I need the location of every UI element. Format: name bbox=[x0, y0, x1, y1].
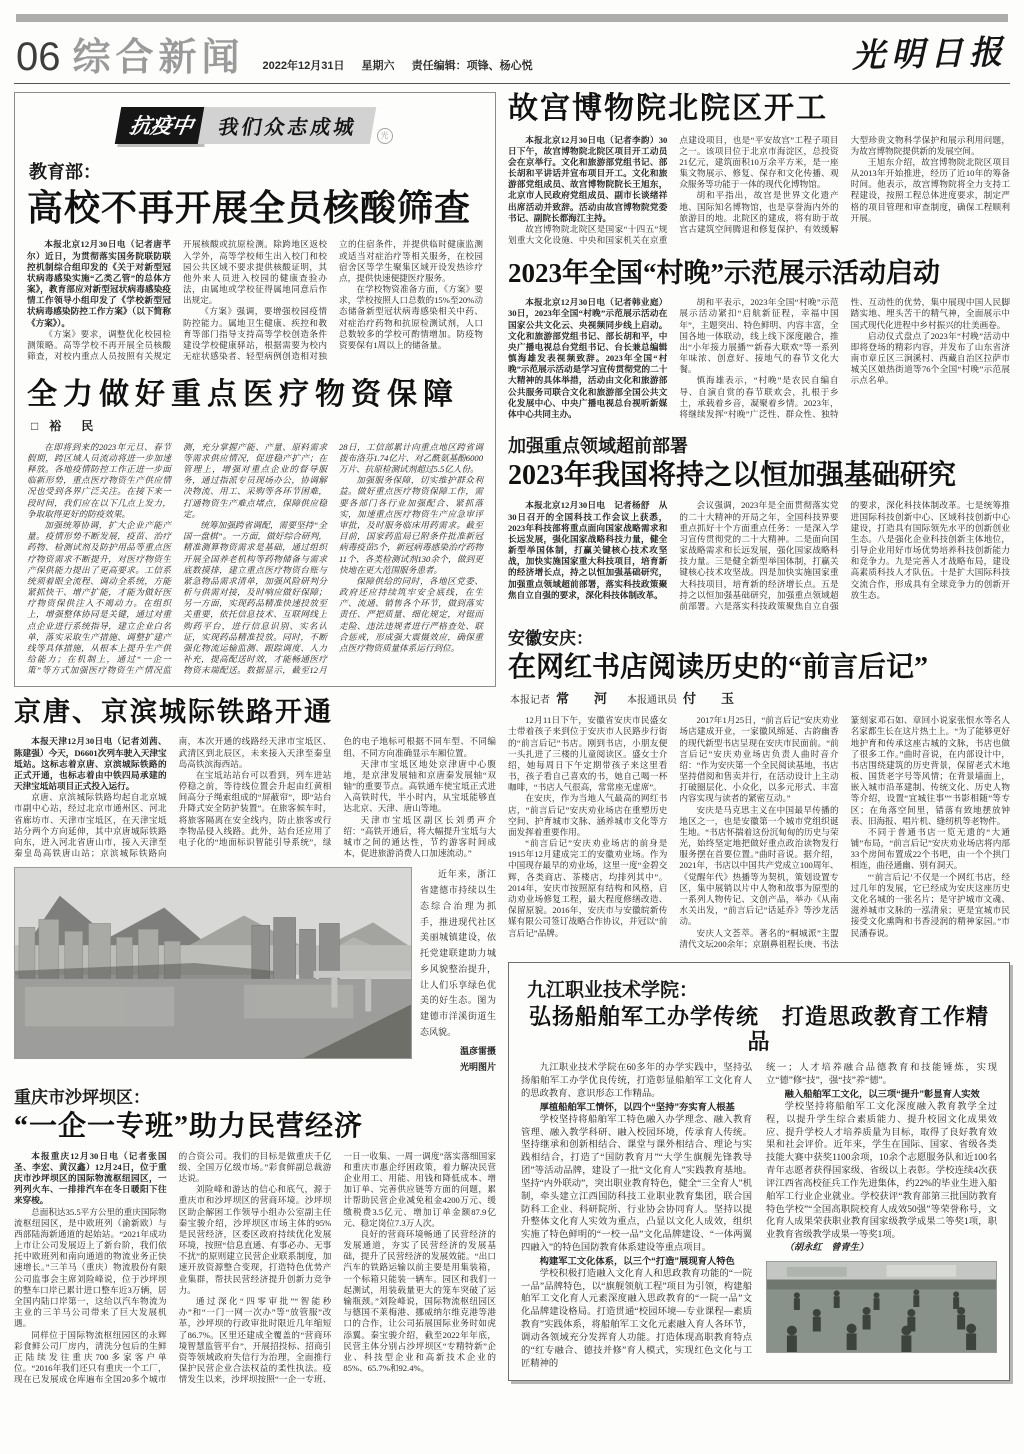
paragraph: 加强统筹协调，扩大企业产能产量。疫情形势不断发展，疫苗、治疗药物、检测试剂及防护用品等重点医疗物资需求不断提升，对医疗物资生产保供能力提出了更高要求。工信系统须着眼全流程、调动全系统，方能紧抓快干、增产扩能，才能为做好医疗物资保供注入不竭动力。在组织上，增强整体协同是关键，通过对重点企业进行系统指导，建立企业白名单，落实采取生产措施、调整扩建产线等具体措施，从根本上提升生产供给能力；在机制上，通过“一企一策”等方式加强医疗物资生产情况监测，充分掌握产能、产量、原料需求等需求供应情况，促进稳产扩产；在管理上，增强对重点企业的督导服务，通过指派专员现场办公，协调解决物流、用工、采购等各环节困难，打通物资生产难点堵点，保障供应稳定。 bbox=[27, 441, 327, 676]
paragraph: 本报北京12月30日电 记者杨舒 从30日召开的全国科技工作会议上获悉，2023年科技部将重点面向国家战略需求和长远发展，强化国家战略科技力量，健全新型举国体制，打赢关键核心技术攻坚战，加快实施国家重大科技项目，培育新的经济增长点，持之以恒加强基础研究，加强重点领域超前部署，落实科技政策聚焦自立自强的要求，深化科技体制改革。 bbox=[508, 500, 668, 600]
article-railway bbox=[14, 697, 496, 859]
article-kicker: 教育部： bbox=[29, 162, 101, 182]
paragraph: 安庆人文荟萃。著名的“桐城派”主盟清代文坛200余年；京剧鼻祖程长庚、书法篆刻家邓石如、章回小说家张恨水等名人名家都生长在这片热土上。“为了能够更好地护育和传承这座古城的文脉，书店也做了很多工作。”曲时音说，在内部设计中，书店围绕建筑的历史背景，保留老式木地板、国货老字号等风情；在背景墙面上，嵌入城市沿革建制、传统文化、历史人物等介绍，设置“宜城往事”“书影相随”等专区；在角落空间里，错落有致地摆放钟表、旧海报、唱片机、缝纫机等老物件。 bbox=[679, 715, 1010, 949]
article-body bbox=[14, 1151, 496, 1386]
article-headline: 2023年我国将持之以恒加强基础研究 bbox=[508, 460, 957, 492]
paragraph: 九江职业技术学院在60多年的办学实践中，坚持弘扬船舶军工办学优良传统，打造彰显船舶军工文化育人的思政教育、意识形态工作精品。 bbox=[521, 1063, 752, 1100]
paragraph: 刘险峰和游达的信心和底气，源于重庆市和沙坪坝区的营商环境。沙坪坝区助企解困工作领导小组办公室副主任秦宝骏介绍，沙坪坝区市场主体的95%是民营经济，区委区政府持续优化发展环境，按照“信息直通、有事必办、无事不扰”的原则建立民营企业联系制度，加速开放资源整合变现，打造特色优势产业集群，帮扶民营经济提升创新力竞争力。 bbox=[178, 1184, 332, 1295]
photo-caption: 近年来，浙江省建德市持续以生态综合治理为抓手，推进现代社区美丽城镇建设，依托党建联建助力城乡风貌整治提升，让人们乐享绿色优美的好生态。图为建德市洋溪街道生态风貌。 bbox=[420, 869, 496, 1037]
main-content bbox=[14, 84, 1010, 1385]
article-medical-supplies bbox=[27, 378, 483, 676]
article-headline: “一企一专班”助力民营经济 bbox=[14, 1110, 364, 1142]
section-title: 综合新闻 bbox=[72, 37, 245, 79]
paragraph: “‘前言后记’不仅是一个网红书店，经过几年的发展，它已经成为安庆这座历史文化名城的一张名片；是守护城市文魂、滋养城市文脉的一泓清泉；更是宜城市民接受文化熏陶和书香浸润的精神家园。”市民潘春说。 bbox=[850, 871, 1010, 938]
date-line bbox=[263, 57, 547, 77]
article-body bbox=[508, 715, 1010, 950]
masthead-logo: 光明日报 bbox=[851, 31, 1009, 76]
article-village-gala bbox=[508, 258, 1010, 420]
subheading: 厚植船舶军工情怀，以四个“坚持”夯实育人根基 bbox=[539, 1101, 735, 1112]
article-palace-museum bbox=[508, 92, 1010, 246]
epidemic-feature-box bbox=[14, 92, 496, 687]
paragraph: 在宝坻站站台可以看到，列车进站停稳之前，等待线位置会升起由红黄相间高分子绳索组成的“屏蔽帘”，即“站台升降式安全防护装置”。在旅客候车时，将旅客隔离在安全线内，防止旅客或行李物品侵入线路。此外，站台还应用了电子化的“地面标识智能引导系统”，绿色的电子地标可根据不同车型、不同编组、不同方向准确显示车厢位置。 bbox=[178, 736, 496, 847]
paragraph: 通过深化“四零审批”“智能秒办”和“一门一网一次办”等“放管服”改革，沙坪坝的行政审批时限近几年缩短了86.7%。区里还建成全覆盖的“营商环境智慧监管平台”，开展招投标、招商引资等领域政府失信行为治理，全面推行保护民营企业合法权益的柔性执法。疫情发生以来，沙坪坝按照“一企一专班、一日一收集、一周一调度”落实落细国家和重庆市惠企纾困政策，着力解决民营企业用工、用能、用钱和降低成本、增加订单、完善供应链等方面的问题，累计帮助民营企业减免租金4200万元、缓缴税费3.5亿元、增加订单金额87.9亿元、稳定岗位7.3万人次。 bbox=[178, 1150, 496, 1385]
article-headline: 京唐、京滨城际铁路开通 bbox=[14, 697, 333, 728]
city-photo bbox=[14, 867, 412, 1059]
article-jiujiang-college-box bbox=[508, 962, 1010, 1381]
paragraph: 学校坚持将船舶军工文化深度融入教育教学全过程，以提升学生综合素质能力、提升校园文化成果效应、提升学校人才培养质量为目标，取得了良好教育效果和社会评价。近年来，学生在国际、国家、省级各类技能大赛中获奖1100余项，10余个志愿服务队和近100名青年志愿者获得国家级、省级以上表彰。学校连续4次获评江西省高校征兵工作先进集体，约22%的毕业生进入船舶军工行业企业就业。学校获评“教育部第三批国防教育特色学校”“全国高职院校育人成效50强”等荣誉称号，文化育人成果荣获职业教育国家级教学成果二等奖1项，职业教育省级教学成果一等奖1项。 bbox=[766, 1101, 997, 1241]
paragraph: 本报天津12月30日电（记者刘茜、陈建强）今天，D6601次列车驶入天津宝坻站。这标志着京唐、京滨城际铁路的正式开通，也标志着由中铁四局承建的天津宝坻站项目正式投入运行。 bbox=[14, 736, 167, 792]
article-body bbox=[27, 239, 483, 362]
byline-name: 付 玉 bbox=[683, 691, 741, 707]
article-body bbox=[27, 442, 483, 677]
weekday-text: 星期六 bbox=[361, 60, 395, 72]
paragraph: 本报北京12月30日电（记者韩业庭）30日，2023年全国“村晚”示范展示活动在国家公共文化云、央视频同步线上启动。文化和旅游部党组书记、部长胡和平，中央广播电视总台党组书记、台长兼总编辑慎海雄发表视频致辞。2023年全国“村晚”示范展示活动是学习宣传贯彻党的二十大精神的具体举措，活动由文化和旅游部公共服务司联合文化和旅游部全国公共文化发展中心、中央广播电视总台视听新媒体中心共同主办。 bbox=[508, 297, 668, 419]
paragraph: 加强服务保障，切实维护群众利益。做好重点医疗物资保障工作，需要各部门各行业加强配合、紧抓落实，加速重点医疗物资生产应急审评审批，及时服务临床用药需求。截至目前，国家药监局已附条件批准新冠病毒疫苗5个，新冠病毒感染治疗药物11个、各类检测试剂130余个，做到更快地在更大范围服务患者。 bbox=[339, 475, 483, 575]
badge-tag: 抗疫中 bbox=[114, 107, 208, 144]
badge-slogan: 我们众志成城 bbox=[197, 107, 376, 144]
byline-role: 本报记者 bbox=[510, 695, 550, 707]
paragraph: 良好的营商环境畅通了民营经济的发展通道，夯实了民营经济的发展基础，提升了民营经济的发展效能。“出口汽车的铁路运输以前主要是用集装箱，一个标箱只能装一辆车。园区和我们一起测试，用装载量更大的笼车突破了运输瓶颈。”刘险峰说，国际物流枢纽园区与德国不莱梅港、挪威纳尔维克港等港口的合作，让公司拓展国际业务时如虎添翼。秦宝骏介绍，截至2022年年底，民营主体分别占沙坪坝区“专精特新”企业、科技型企业和高新技术企业的85%、65.7%和92.4%。 bbox=[343, 1228, 496, 1374]
paragraph: 故宫博物院北院区是国家“十四五”规划重大文化设施、中央和国家机关在京重点建设项目，也是“平安故宫”工程子项目之一。该项目位于北京市海淀区，总投资21亿元，建筑面积10万余平方米，是一座集文物展示、修复、保存和文化传播、观众服务等功能于一体的现代化博物馆。 bbox=[508, 134, 839, 246]
reporter-byline bbox=[510, 688, 1010, 707]
paragraph: 慎海雄表示，“村晚”是农民自编自导、自演自赏的春节联欢会，扎根于乡土，承载着乡音，凝聚着乡情。2023年，将继续发挥“村晚”广泛性、群众性、独特性、互动性的优势，集中展现中国人民脚踏实地、埋头苦干的精气神，全面展示中国式现代化进程中乡村振兴的壮美画卷。 bbox=[679, 297, 1010, 419]
paragraph: 保障供给的同时，各地区党委、政府还应持续筑牢安全底线，在生产、流通、销售各个环节，做到落实责任、严把质量、细化规定，对铤而走险、违法违规者进行严格查处、联合惩戒，形成强大震慑效应，确保重点医疗物资质量体系运行到位。 bbox=[339, 575, 483, 653]
paragraph: 学校积极打造融入文化育人和思政教育功能的“一院一品”品牌特色，以“旗舰领航工程”项目为引领，构建船舶军工文化育人元素深度融入思政教育的“一院一品”文化品牌建设格局。打造贯通“校园环境—专业课程—素质教育”实践体系，将船舶军工文化元素融入育人各环节，调动各领域充分发挥育人功能。打造体现高职教育特点的“红专融合、德技并修”育人模式，实现红色文化与工匠精神的 bbox=[521, 1268, 752, 1369]
author-credit: （胡永红 曾青生） bbox=[784, 1243, 869, 1254]
article-kicker: 重庆市沙坪坝区： bbox=[14, 1087, 150, 1107]
article-body bbox=[508, 500, 1010, 612]
paragraph: 安庆是马克思主义在中国最早传播的地区之一，也是安徽第一个城市党组织诞生地。“书店怀揣着这份沉甸甸的历史与荣光，始终坚定地把做好重点政治读物发行服务摆在首要位置。”曲时音说。据介绍，2021年，书店以中国共产党成立100周年、《觉醒年代》热播等为契机，策划设置专区，集中展销以片中人物和故事为原型的一系列人物传记、文创产品，举办《从南水关出发，“前言后记”话延乔》等沙龙活动。 bbox=[679, 804, 839, 927]
military-training-photo bbox=[766, 1261, 997, 1353]
byline-name: 常 河 bbox=[556, 691, 614, 707]
date-text: 2022年12月31日 bbox=[262, 60, 345, 72]
author-byline: □ 裕 民 bbox=[31, 418, 98, 433]
paragraph: 在安庆，作为当地人气最高的网红书店，“前言后记”安庆劝业场店在重塑历史空间、护育城市文脉、涵养城市文化等方面发挥着重要作用。 bbox=[508, 793, 668, 837]
paragraph: 王旭东介绍，故宫博物院北院区项目从2013年开始推进，经历了近10年的筹备时间。他表示，故宫博物院将全力支持工程建设，按照工程总体进度要求，制定严格的项目管理和审查制度，确保工程顺利开展。 bbox=[850, 156, 1010, 223]
paragraph: 胡和平表示，2023年全国“村晚”示范展示活动紧扣“启航新征程，幸福中国年”，主题突出、特色鲜明、内容丰富，全国各地一体联动，线上线下深度融合，推出“小年接力展播”“新春大联欢”等一系列年味浓、创意好、接地气的春节文化大餐。 bbox=[679, 297, 839, 375]
paragraph: 学校坚持将船舶军工特色融入办学理念、融入教育管理、融入教学科研、融入校园环境，传承育人传统。坚持继承和创新相结合、课堂与课外相结合、理论与实践相结合，打造了“国防教育月”“大学生旗舰先锋教导团”等活动品牌，建设了一批“文化育人”实践教育基地。坚持“内外联动”，突出职业教育特色，健全“三全育人”机制，牵头建立江西国防科技工业职业教育集团，联合国防科工企业、科研院所、行业协会协同育人。坚持以提升整体文化育人实效为重点，凸显以文化人成效，组织实施了特色鲜明的“一校一品”文化品牌建设、“一体两翼四融入”的特色国防教育体系建设等重点项目。 bbox=[521, 1114, 752, 1254]
article-headline: 高校不再开展全员核酸筛查 bbox=[27, 188, 472, 228]
article-body bbox=[508, 135, 1010, 247]
paragraph: 12月11日下午，安徽省安庆市民盛女士带着孩子来到位于安庆市人民路步行街的“前言后记”书店。刚到书店，小朋友便一头扎进了三楼的儿童阅读区。盛女士介绍，她每周日下午定期带孩子来这里看书，孩子看自己喜欢的书，她自己喝一杯咖啡，“书店人气很高，常常座无虚席”。 bbox=[508, 715, 668, 793]
article-headline: 全力做好重点医疗物资保障 bbox=[27, 378, 459, 412]
paragraph: 天津市宝坻区副区长刘勇声介绍：“高铁开通后，将大幅提升宝坻与大城市之间的通达性，节约游客时间成本，促进旅游消费人口加速流动。” bbox=[343, 814, 496, 859]
article-education bbox=[27, 158, 483, 362]
subheading: 融入船舶军工文化，以三项“提升”彰显育人实效 bbox=[784, 1089, 980, 1100]
article-headline: 在网红书店阅读历史的“前言后记” bbox=[508, 652, 929, 684]
epidemic-badge bbox=[27, 107, 483, 144]
paragraph: 胡和平指出，故宫是世界文化遗产地、国际知名博物馆，也是享誉海内外的旅游目的地。北院区的建成，将有助于故宫古建筑空间腾退和修复保护、有效缓解大型珍贵文物科学保护和展示利用问题，为故宫博物院提供新的发展空间。 bbox=[679, 134, 1010, 234]
article-body bbox=[14, 736, 496, 859]
article-kicker: 九江职业技术学院： bbox=[527, 979, 699, 1001]
paragraph: 统筹加强跨省调配，需要坚持“全国一盘棋”。一方面，做好综合研判，精准测算物资需求是基础，通过组织开展全国养老机构等药物储备与需求底数摸排，建立重点医疗物资台账与紧急物品需求清单，加强风险研判分析与供需对接，及时响应做好保障；另一方面，实现药品精准快速投放至关重要，依托信息技术、互联网线上购药平台，进行信息识别、实名认证，实现药品精准投放。同时，不断强化物流运输监测、跟踪调度、人力补充，提高配送时效，才能畅通医疗物资末端配送。数据显示，截至12月28日，工信部累计向重点地区跨省调拨布洛芬1.74亿片、对乙酰氨基酚6000万片、抗原检测试剂超过5.5亿人份。 bbox=[183, 441, 483, 676]
article-headline: 弘扬船舶军工办学传统 打造思政教育工作精品 bbox=[528, 1003, 989, 1055]
paragraph: “前言后记”安庆劝业场店的前身是1915年12月建成完工的安徽劝业场。作为中国现存最早的劝业场，这里一度“金碧交辉，各类商店、茶楼店，均排列其中”。2014年，安庆市按照原有结构和风格，启动劝业场修复工程，最大程度修缮改造、保留原貌。2016年，安庆市与安徽皖新传媒有限公司签订战略合作协议，并冠以“前言后记”品牌。 bbox=[508, 838, 668, 938]
article-body bbox=[508, 297, 1010, 420]
right-column bbox=[508, 92, 1010, 1385]
header-top-bar bbox=[16, 14, 1008, 22]
paragraph: 启动仪式盘点了2023年“村晚”活动中即将登场的精彩内容，并发布了山东省济南市章丘区三涧溪村、西藏自治区拉萨市城关区娘热街道等76个全国“村晚”示范展示点名单。 bbox=[850, 330, 1010, 386]
photo-credit: 温彦雷摄 bbox=[459, 1045, 496, 1056]
page-header bbox=[14, 28, 1010, 84]
paragraph: 2017年1月25日，“前言后记”安庆劝业场店建成开业，一家徽风绵延、古韵幽香的现代新型书店呈现在安庆市民面前。“前言后记”安庆劝业场店负责人曲时音介绍：“作为安庆第一个全民阅读基地，书店坚持借阅和售卖并行，在活动设计上主动打破圈层化、小众化，以多元形式、丰富内容实现与读者的紧密互动。” bbox=[679, 715, 839, 804]
photo-caption-block bbox=[412, 867, 496, 1072]
photo-credit-source: 光明图片 bbox=[459, 1061, 496, 1072]
paragraph: 《方案》强调，要增强校园疫情防控能力。属地卫生健康、疾控和教育等部门指导支持高等学校创造条件建设学校健康驿站，根据需要为校内无症状感染者、轻型病例创造相对独立的住宿条件，并提供临时健康监测或适当对症治疗等相关服务，在校园宿舍区等学生聚集区域开设发热诊疗点，提供快速便捷医疗服务。 bbox=[183, 239, 483, 362]
paragraph: 天津市宝坻区地处京津唐中心腹地，是京津发展轴和京唐秦发展轴“双轴”的重要节点。高铁通车使宝坻正式进入高铁时代，半小时内，从宝坻能够直达北京、天津、唐山等地。 bbox=[343, 758, 496, 814]
paragraph: 本报北京12月30日电（记者唐芊尔）近日，为贯彻落实国务院联防联控机制综合组印发的《关于对新型冠状病毒感染实施“乙类乙管”的总体方案》，教育部应对新型冠状病毒感染疫情工作领导小组印发了《学校新型冠状病毒感染防控工作方案》（以下简称《方案》）。 bbox=[27, 239, 171, 328]
byline-role: 本报通讯员 bbox=[627, 695, 678, 707]
paragraph: 京唐、京滨城际铁路均起自北京城市副中心站，经过北京市通州区、河北省廊坊市、天津市宝坻区，在天津宝坻站分两个方向延伸，其中京唐城际铁路向东，进入河北省唐山市，接入天津至秦皇岛高铁唐山站；京滨城际铁路向南，本次开通的线路经天津市宝坻区、武清区到北辰区，未来接入天津至秦皇岛高铁滨海西站。 bbox=[14, 736, 332, 859]
article-headline: 2023年全国“村晚”示范展示活动启动 bbox=[508, 258, 940, 289]
article-headline: 故宫博物院北院区开工 bbox=[508, 92, 828, 125]
editors-text: 责任编辑：项锋、杨心悦 bbox=[411, 60, 533, 72]
paragraph: 同样位于国际物流枢纽园区的永辉彩食鲜公司厂房内，清洗分包后的生鲜正陆续发往重庆700多家客户单位。“2016年我们还只有重庆一个工厂，现在已发展成仓库遍布全国20多个城市的合资公司。我们的目标是做重庆千亿级、全国万亿级市场。”彩食鲜副总裁游达说。 bbox=[14, 1150, 332, 1385]
article-kicker: 安徽安庆： bbox=[508, 629, 593, 649]
paragraph: 本报重庆12月30日电（记者张国圣、李宏、黄汉鑫）12月24日，位于重庆市沙坪坝区的国际物流枢纽园区，一列列火车、一排排汽车在冬日暖阳下往来穿梭。 bbox=[14, 1150, 167, 1206]
paragraph: 在学校物资准备方面，《方案》要求，学校按照人口总数的15%至20%动态储备新型冠状病毒感染相关中药、对症治疗药物和抗原检测试剂，人口总数较多的学校可酌情增加。防疫物资要保有1周以上的储备量。 bbox=[339, 284, 483, 350]
paragraph: 《方案》要求，调整优化校园检测策略。高等学校不再开展全员核酸筛查，对校内重点人员按照有关规定开展核酸或抗原检测。除跨地区返校入学外，高等学校师生出入校门和校园公共区域不要求提供核酸证明，其他外来人员进入校园的健康查验办法，由属地或学校征得属地同意后作出规定。 bbox=[27, 239, 327, 362]
subheading: 构建军工文化体系，以三个“打造”展现育人特色 bbox=[539, 1255, 735, 1266]
photo-news bbox=[14, 867, 496, 1072]
body-column-left bbox=[521, 1062, 752, 1370]
paragraph: 统一；人才培养融合品德教育和技能锤炼，实现立“德”修“技”，强“技”养“德”。 bbox=[766, 1063, 997, 1087]
article-body bbox=[521, 1062, 997, 1370]
article-chongqing bbox=[14, 1083, 496, 1386]
article-bookstore bbox=[508, 624, 1010, 950]
paragraph: 在即将到来的2023年元旦、春节假期，跨区域人员流动将进一步加速释放。各地疫情防控工作正进一步面临新形势，重点医疗物资生产供应情况也受到各界广泛关注。在接下来一段时间，我们应在以下几点上发力，争取取得更好的防疫效果。 bbox=[27, 441, 171, 519]
page-number: 06 bbox=[16, 35, 61, 79]
left-column bbox=[14, 92, 496, 1385]
paragraph: 本报北京12月30日电（记者李韵）30日下午，故宫博物院北院区项目开工动员会在京举行。文化和旅游部党组书记、部长胡和平讲话并宣布项目开工。文化和旅游部党组成员、故宫博物院院长王旭东，北京市人民政府党组成员、副市长谈绪祥出席活动并致辞。活动由故宫博物院党委书记、副院长都海江主持。 bbox=[508, 134, 668, 223]
paragraph: 总面积达35.5平方公里的重庆国际物流枢纽园区，是中欧班列（渝新欧）与西部陆海新通道的起始站。“2021年成功上市让公司发展迈上了新台阶，我们依托中欧班列和南向通道的物流业务正快速增长。”三羊马（重庆）物流股份有限公司监事会主席刘险峰说，位于沙坪坝的整车口岸已累计进口整车近3万辆，居全国内陆口岸第一，这给以汽车物流为主业的三羊马公司带来了巨大发展机遇。 bbox=[14, 1206, 167, 1329]
badge-seal-icon: 光 bbox=[377, 128, 393, 144]
article-basic-research bbox=[508, 432, 1010, 612]
article-kicker: 加强重点领域超前部署 bbox=[508, 436, 688, 457]
paragraph: 不同于普通书店一览无遗的“大通铺”布局，“前言后记”安庆劝业场店将内部33个房间布置成22个书吧，由一个个拱门相连，曲径通幽、别有洞天。 bbox=[850, 826, 1010, 871]
paragraph: 会议强调，2023年是全面贯彻落实党的二十大精神的开局之年，全国科技界要重点抓好十个方面重点任务：一是深入学习宣传贯彻党的二十大精神。二是面向国家战略需求和长远发展，强化国家战略科技力量。三是健全新型举国体制，打赢关键核心技术攻坚战。四是加快实施国家重大科技项目，培育新的经济增长点。五是持之以恒加强基础研究，加强重点领域超前部署。六是落实科技政策聚焦自立自强的要求，深化科技体制改革。七是统筹推进国际科技创新中心、区域科技创新中心建设，打造具有国际领先水平的创新创业生态。八是强化企业科技创新主体地位，引导企业用好市场优势培养科技创新能力和竞争力。九是完善人才战略布局，建设高素质科技人才队伍。十是扩大国际科技交流合作，形成具有全球竞争力的创新开放生态。 bbox=[679, 500, 1010, 611]
body-column-right bbox=[766, 1062, 997, 1370]
